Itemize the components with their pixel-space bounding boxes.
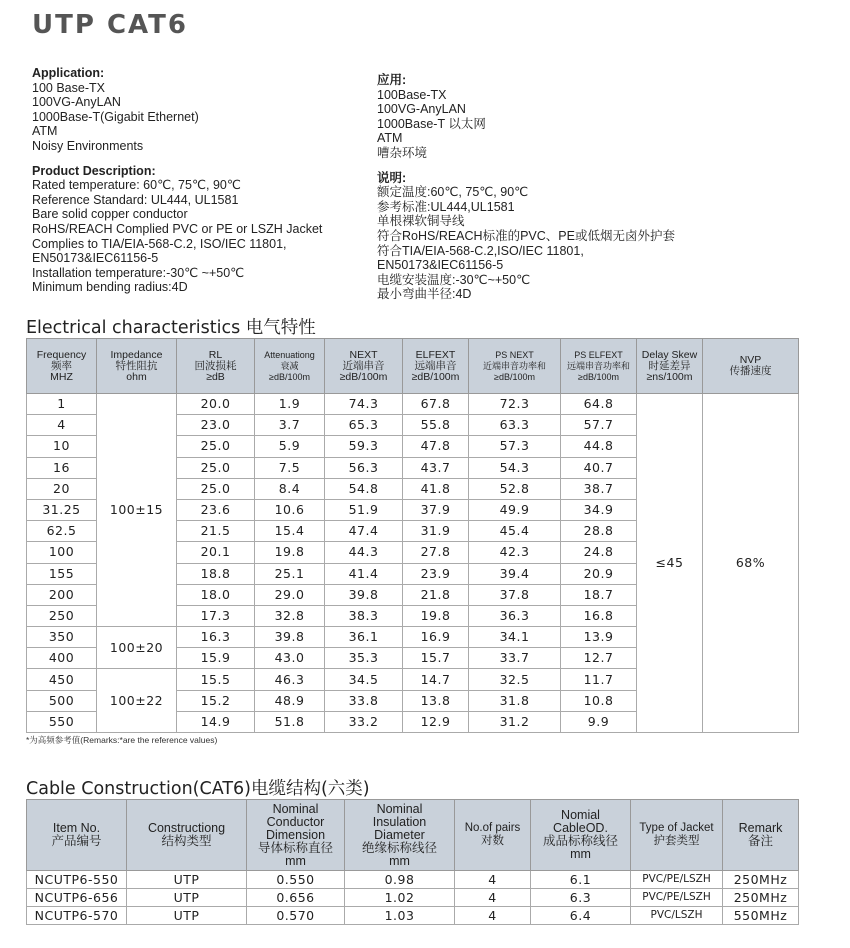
product-line: Reference Standard: UL444, UL1581 — [32, 192, 239, 207]
elfext-cell: 14.7 — [403, 669, 469, 690]
frequency-cell: 10 — [27, 436, 97, 457]
application-line: 1000Base-T(Gigabit Ethernet) — [32, 109, 199, 124]
ps-elfext-cell: 38.7 — [561, 478, 637, 499]
frequency-cell: 31.25 — [27, 499, 97, 520]
item-no-cell: NCUTP6-550 — [27, 871, 127, 889]
application-heading-cn: 应用: — [377, 73, 407, 87]
ps-next-cell: 49.9 — [469, 499, 561, 520]
attenuation-cell: 39.8 — [255, 627, 325, 648]
frequency-cell: 155 — [27, 563, 97, 584]
ps-elfext-cell: 57.7 — [561, 415, 637, 436]
attenuation-cell: 5.9 — [255, 436, 325, 457]
product-heading: Product Description: — [32, 163, 156, 178]
construction-table — [26, 799, 799, 925]
next-cell: 54.8 — [325, 478, 403, 499]
next-cell: 38.3 — [325, 605, 403, 626]
header-construction: Constructiong 结构类型 — [127, 800, 247, 871]
ps-next-cell: 72.3 — [469, 394, 561, 415]
page-title: UTP CAT6 — [32, 10, 188, 40]
rl-cell: 15.5 — [177, 669, 255, 690]
next-cell: 35.3 — [325, 648, 403, 669]
frequency-cell: 400 — [27, 648, 97, 669]
ps-next-cell: 34.1 — [469, 627, 561, 648]
ps-next-cell: 33.7 — [469, 648, 561, 669]
product-line: EN50173&IEC61156-5 — [32, 251, 159, 266]
pairs-cell: 4 — [455, 889, 531, 907]
header-nvp: NVP 传播速度 — [703, 339, 799, 394]
product-line-cn: 参考标准:UL444,UL1581 — [377, 199, 515, 214]
header-conductor-dimension: Nominal Conductor Dimension 导体标称直径 mm — [247, 800, 345, 871]
product-line-cn: 符合RoHS/REACH标准的PVC、PE或低烟无卤外护套 — [377, 228, 675, 243]
jacket-cell: PVC/PE/LSZH — [631, 889, 723, 907]
conductor-cell: 0.550 — [247, 871, 345, 889]
application-heading: Application: — [32, 66, 105, 80]
application-line: 100VG-AnyLAN — [32, 95, 121, 110]
frequency-cell: 350 — [27, 627, 97, 648]
delay-skew-cell: ≤45 — [637, 394, 703, 733]
table-row — [27, 871, 799, 889]
frequency-cell: 62.5 — [27, 521, 97, 542]
insulation-cell: 1.03 — [345, 907, 455, 925]
application-line: ATM — [32, 124, 58, 139]
ps-next-cell: 63.3 — [469, 415, 561, 436]
elfext-cell: 41.8 — [403, 478, 469, 499]
elfext-cell: 37.9 — [403, 499, 469, 520]
attenuation-cell: 15.4 — [255, 521, 325, 542]
attenuation-cell: 19.8 — [255, 542, 325, 563]
application-line: Noisy Environments — [32, 138, 144, 153]
frequency-cell: 4 — [27, 415, 97, 436]
product-line: Bare solid copper conductor — [32, 207, 188, 222]
ps-elfext-cell: 12.7 — [561, 648, 637, 669]
rl-cell: 25.0 — [177, 457, 255, 478]
ps-elfext-cell: 28.8 — [561, 521, 637, 542]
elfext-cell: 27.8 — [403, 542, 469, 563]
next-cell: 34.5 — [325, 669, 403, 690]
product-line: Minimum bending radius:4D — [32, 280, 188, 295]
impedance-cell: 100±15 — [97, 394, 177, 627]
product-heading-cn: 说明: — [377, 170, 407, 185]
attenuation-cell: 25.1 — [255, 563, 325, 584]
product-line-cn: 符合TIA/EIA-568-C.2,ISO/IEC 11801, — [377, 243, 584, 258]
product-line: Installation temperature:-30℃ ~+50℃ — [32, 265, 245, 280]
rl-cell: 23.0 — [177, 415, 255, 436]
ps-elfext-cell: 40.7 — [561, 457, 637, 478]
frequency-cell: 100 — [27, 542, 97, 563]
product-line-cn: 单根裸软铜导线 — [377, 214, 465, 229]
electrical-section-title: Electrical characteristics 电气特性 — [26, 318, 316, 338]
jacket-cell: PVC/PE/LSZH — [631, 871, 723, 889]
next-cell: 65.3 — [325, 415, 403, 436]
header-next: NEXT 近端串音 ≥dB/100m — [325, 339, 403, 394]
frequency-cell: 16 — [27, 457, 97, 478]
elfext-cell: 67.8 — [403, 394, 469, 415]
attenuation-cell: 48.9 — [255, 690, 325, 711]
attenuation-cell: 32.8 — [255, 605, 325, 626]
chinese-spec-block — [377, 73, 675, 302]
attenuation-cell: 10.6 — [255, 499, 325, 520]
product-line: Rated temperature: 60℃, 75℃, 90℃ — [32, 178, 241, 193]
next-cell: 36.1 — [325, 627, 403, 648]
frequency-cell: 250 — [27, 605, 97, 626]
ps-elfext-cell: 16.8 — [561, 605, 637, 626]
electrical-header-row — [27, 339, 799, 394]
ps-elfext-cell: 24.8 — [561, 542, 637, 563]
ps-next-cell: 32.5 — [469, 669, 561, 690]
next-cell: 44.3 — [325, 542, 403, 563]
attenuation-cell: 8.4 — [255, 478, 325, 499]
rl-cell: 18.8 — [177, 563, 255, 584]
header-frequency: Frequency 频率 MHZ — [27, 339, 97, 394]
pairs-cell: 4 — [455, 907, 531, 925]
rl-cell: 18.0 — [177, 584, 255, 605]
conductor-cell: 0.656 — [247, 889, 345, 907]
header-insulation-diameter: Nominal Insulation Diameter 绝缘标称线径 mm — [345, 800, 455, 871]
jacket-cell: PVC/LSZH — [631, 907, 723, 925]
ps-elfext-cell: 13.9 — [561, 627, 637, 648]
header-rl: RL 回波损耗 ≥dB — [177, 339, 255, 394]
insulation-cell: 1.02 — [345, 889, 455, 907]
cable-od-cell: 6.1 — [531, 871, 631, 889]
construction-cell: UTP — [127, 889, 247, 907]
ps-next-cell: 39.4 — [469, 563, 561, 584]
next-cell: 51.9 — [325, 499, 403, 520]
rl-cell: 14.9 — [177, 711, 255, 732]
next-cell: 56.3 — [325, 457, 403, 478]
application-line: 100 Base-TX — [32, 80, 105, 95]
ps-elfext-cell: 20.9 — [561, 563, 637, 584]
application-line-cn: ATM — [377, 131, 403, 146]
rl-cell: 15.9 — [177, 648, 255, 669]
frequency-cell: 1 — [27, 394, 97, 415]
frequency-cell: 500 — [27, 690, 97, 711]
next-cell: 47.4 — [325, 521, 403, 542]
application-line-cn: 100VG-AnyLAN — [377, 102, 466, 117]
elfext-cell: 55.8 — [403, 415, 469, 436]
header-impedance: Impedance 特性阻抗 ohm — [97, 339, 177, 394]
ps-elfext-cell: 11.7 — [561, 669, 637, 690]
next-cell: 39.8 — [325, 584, 403, 605]
rl-cell: 21.5 — [177, 521, 255, 542]
nvp-cell: 68% — [703, 394, 799, 733]
conductor-cell: 0.570 — [247, 907, 345, 925]
construction-cell: UTP — [127, 871, 247, 889]
remark-cell: 550MHz — [723, 907, 799, 925]
rl-cell: 15.2 — [177, 690, 255, 711]
pairs-cell: 4 — [455, 871, 531, 889]
frequency-cell: 20 — [27, 478, 97, 499]
ps-elfext-cell: 10.8 — [561, 690, 637, 711]
ps-next-cell: 37.8 — [469, 584, 561, 605]
construction-section-title: Cable Construction(CAT6)电缆结构(六类) — [26, 779, 370, 799]
next-cell: 33.2 — [325, 711, 403, 732]
attenuation-cell: 43.0 — [255, 648, 325, 669]
ps-next-cell: 45.4 — [469, 521, 561, 542]
impedance-cell: 100±20 — [97, 627, 177, 669]
ps-next-cell: 57.3 — [469, 436, 561, 457]
ps-elfext-cell: 18.7 — [561, 584, 637, 605]
ps-next-cell: 42.3 — [469, 542, 561, 563]
rl-cell: 23.6 — [177, 499, 255, 520]
next-cell: 41.4 — [325, 563, 403, 584]
product-line-cn: 电缆安装温度:-30℃~+50℃ — [377, 272, 531, 287]
table-row — [27, 889, 799, 907]
english-spec-block — [32, 66, 322, 295]
product-line: RoHS/REACH Complied PVC or PE or LSZH Jacket — [32, 221, 323, 236]
ps-next-cell: 54.3 — [469, 457, 561, 478]
cable-od-cell: 6.4 — [531, 907, 631, 925]
next-cell: 33.8 — [325, 690, 403, 711]
elfext-cell: 12.9 — [403, 711, 469, 732]
rl-cell: 16.3 — [177, 627, 255, 648]
rl-cell: 17.3 — [177, 605, 255, 626]
rl-cell: 20.0 — [177, 394, 255, 415]
attenuation-cell: 29.0 — [255, 584, 325, 605]
header-remark: Remark 备注 — [723, 800, 799, 871]
ps-elfext-cell: 44.8 — [561, 436, 637, 457]
elfext-cell: 15.7 — [403, 648, 469, 669]
header-item-no: Item No. 产品编号 — [27, 800, 127, 871]
ps-next-cell: 52.8 — [469, 478, 561, 499]
elfext-cell: 31.9 — [403, 521, 469, 542]
elfext-cell: 43.7 — [403, 457, 469, 478]
attenuation-cell: 3.7 — [255, 415, 325, 436]
header-ps-next: PS NEXT 近端串音功率和 ≥dB/100m — [469, 339, 561, 394]
remarks-note: *为高频参考值(Remarks:*are the reference values) — [26, 735, 218, 745]
item-no-cell: NCUTP6-570 — [27, 907, 127, 925]
application-line-cn: 100Base-TX — [377, 87, 447, 102]
product-line-cn: EN50173&IEC61156-5 — [377, 258, 504, 273]
elfext-cell: 16.9 — [403, 627, 469, 648]
attenuation-cell: 1.9 — [255, 394, 325, 415]
attenuation-cell: 51.8 — [255, 711, 325, 732]
remark-cell: 250MHz — [723, 889, 799, 907]
next-cell: 74.3 — [325, 394, 403, 415]
elfext-cell: 47.8 — [403, 436, 469, 457]
insulation-cell: 0.98 — [345, 871, 455, 889]
elfext-cell: 23.9 — [403, 563, 469, 584]
header-pairs: No.of pairs 对数 — [455, 800, 531, 871]
header-elfext: ELFEXT 远端串音 ≥dB/100m — [403, 339, 469, 394]
attenuation-cell: 7.5 — [255, 457, 325, 478]
header-attenuation: Attenuationg 衰减 ≥dB/100m — [255, 339, 325, 394]
construction-cell: UTP — [127, 907, 247, 925]
ps-elfext-cell: 9.9 — [561, 711, 637, 732]
ps-next-cell: 31.8 — [469, 690, 561, 711]
product-line-cn: 最小弯曲半径:4D — [377, 287, 472, 302]
header-cable-od: Nomial CableOD. 成品标称线径 mm — [531, 800, 631, 871]
header-jacket-type: Type of Jacket 护套类型 — [631, 800, 723, 871]
product-line: Complies to TIA/EIA-568-C.2, ISO/IEC 11801, — [32, 236, 287, 251]
cable-od-cell: 6.3 — [531, 889, 631, 907]
frequency-cell: 200 — [27, 584, 97, 605]
remark-cell: 250MHz — [723, 871, 799, 889]
application-line-cn: 嘈杂环境 — [377, 145, 428, 160]
attenuation-cell: 46.3 — [255, 669, 325, 690]
impedance-cell: 100±22 — [97, 669, 177, 733]
next-cell: 59.3 — [325, 436, 403, 457]
electrical-table — [26, 338, 799, 733]
item-no-cell: NCUTP6-656 — [27, 889, 127, 907]
elfext-cell: 13.8 — [403, 690, 469, 711]
rl-cell: 20.1 — [177, 542, 255, 563]
construction-header-row — [27, 800, 799, 871]
application-line-cn: 1000Base-T 以太网 — [377, 116, 486, 131]
table-row — [27, 907, 799, 925]
rl-cell: 25.0 — [177, 478, 255, 499]
frequency-cell: 550 — [27, 711, 97, 732]
ps-next-cell: 31.2 — [469, 711, 561, 732]
elfext-cell: 21.8 — [403, 584, 469, 605]
frequency-cell: 450 — [27, 669, 97, 690]
header-ps-elfext: PS ELFEXT 远端串音功率和 ≥dB/100m — [561, 339, 637, 394]
rl-cell: 25.0 — [177, 436, 255, 457]
ps-elfext-cell: 64.8 — [561, 394, 637, 415]
ps-elfext-cell: 34.9 — [561, 499, 637, 520]
product-line-cn: 额定温度:60℃, 75℃, 90℃ — [377, 185, 529, 200]
header-delay-skew: Delay Skew 时延差异 ≥ns/100m — [637, 339, 703, 394]
table-row — [27, 394, 799, 415]
elfext-cell: 19.8 — [403, 605, 469, 626]
ps-next-cell: 36.3 — [469, 605, 561, 626]
